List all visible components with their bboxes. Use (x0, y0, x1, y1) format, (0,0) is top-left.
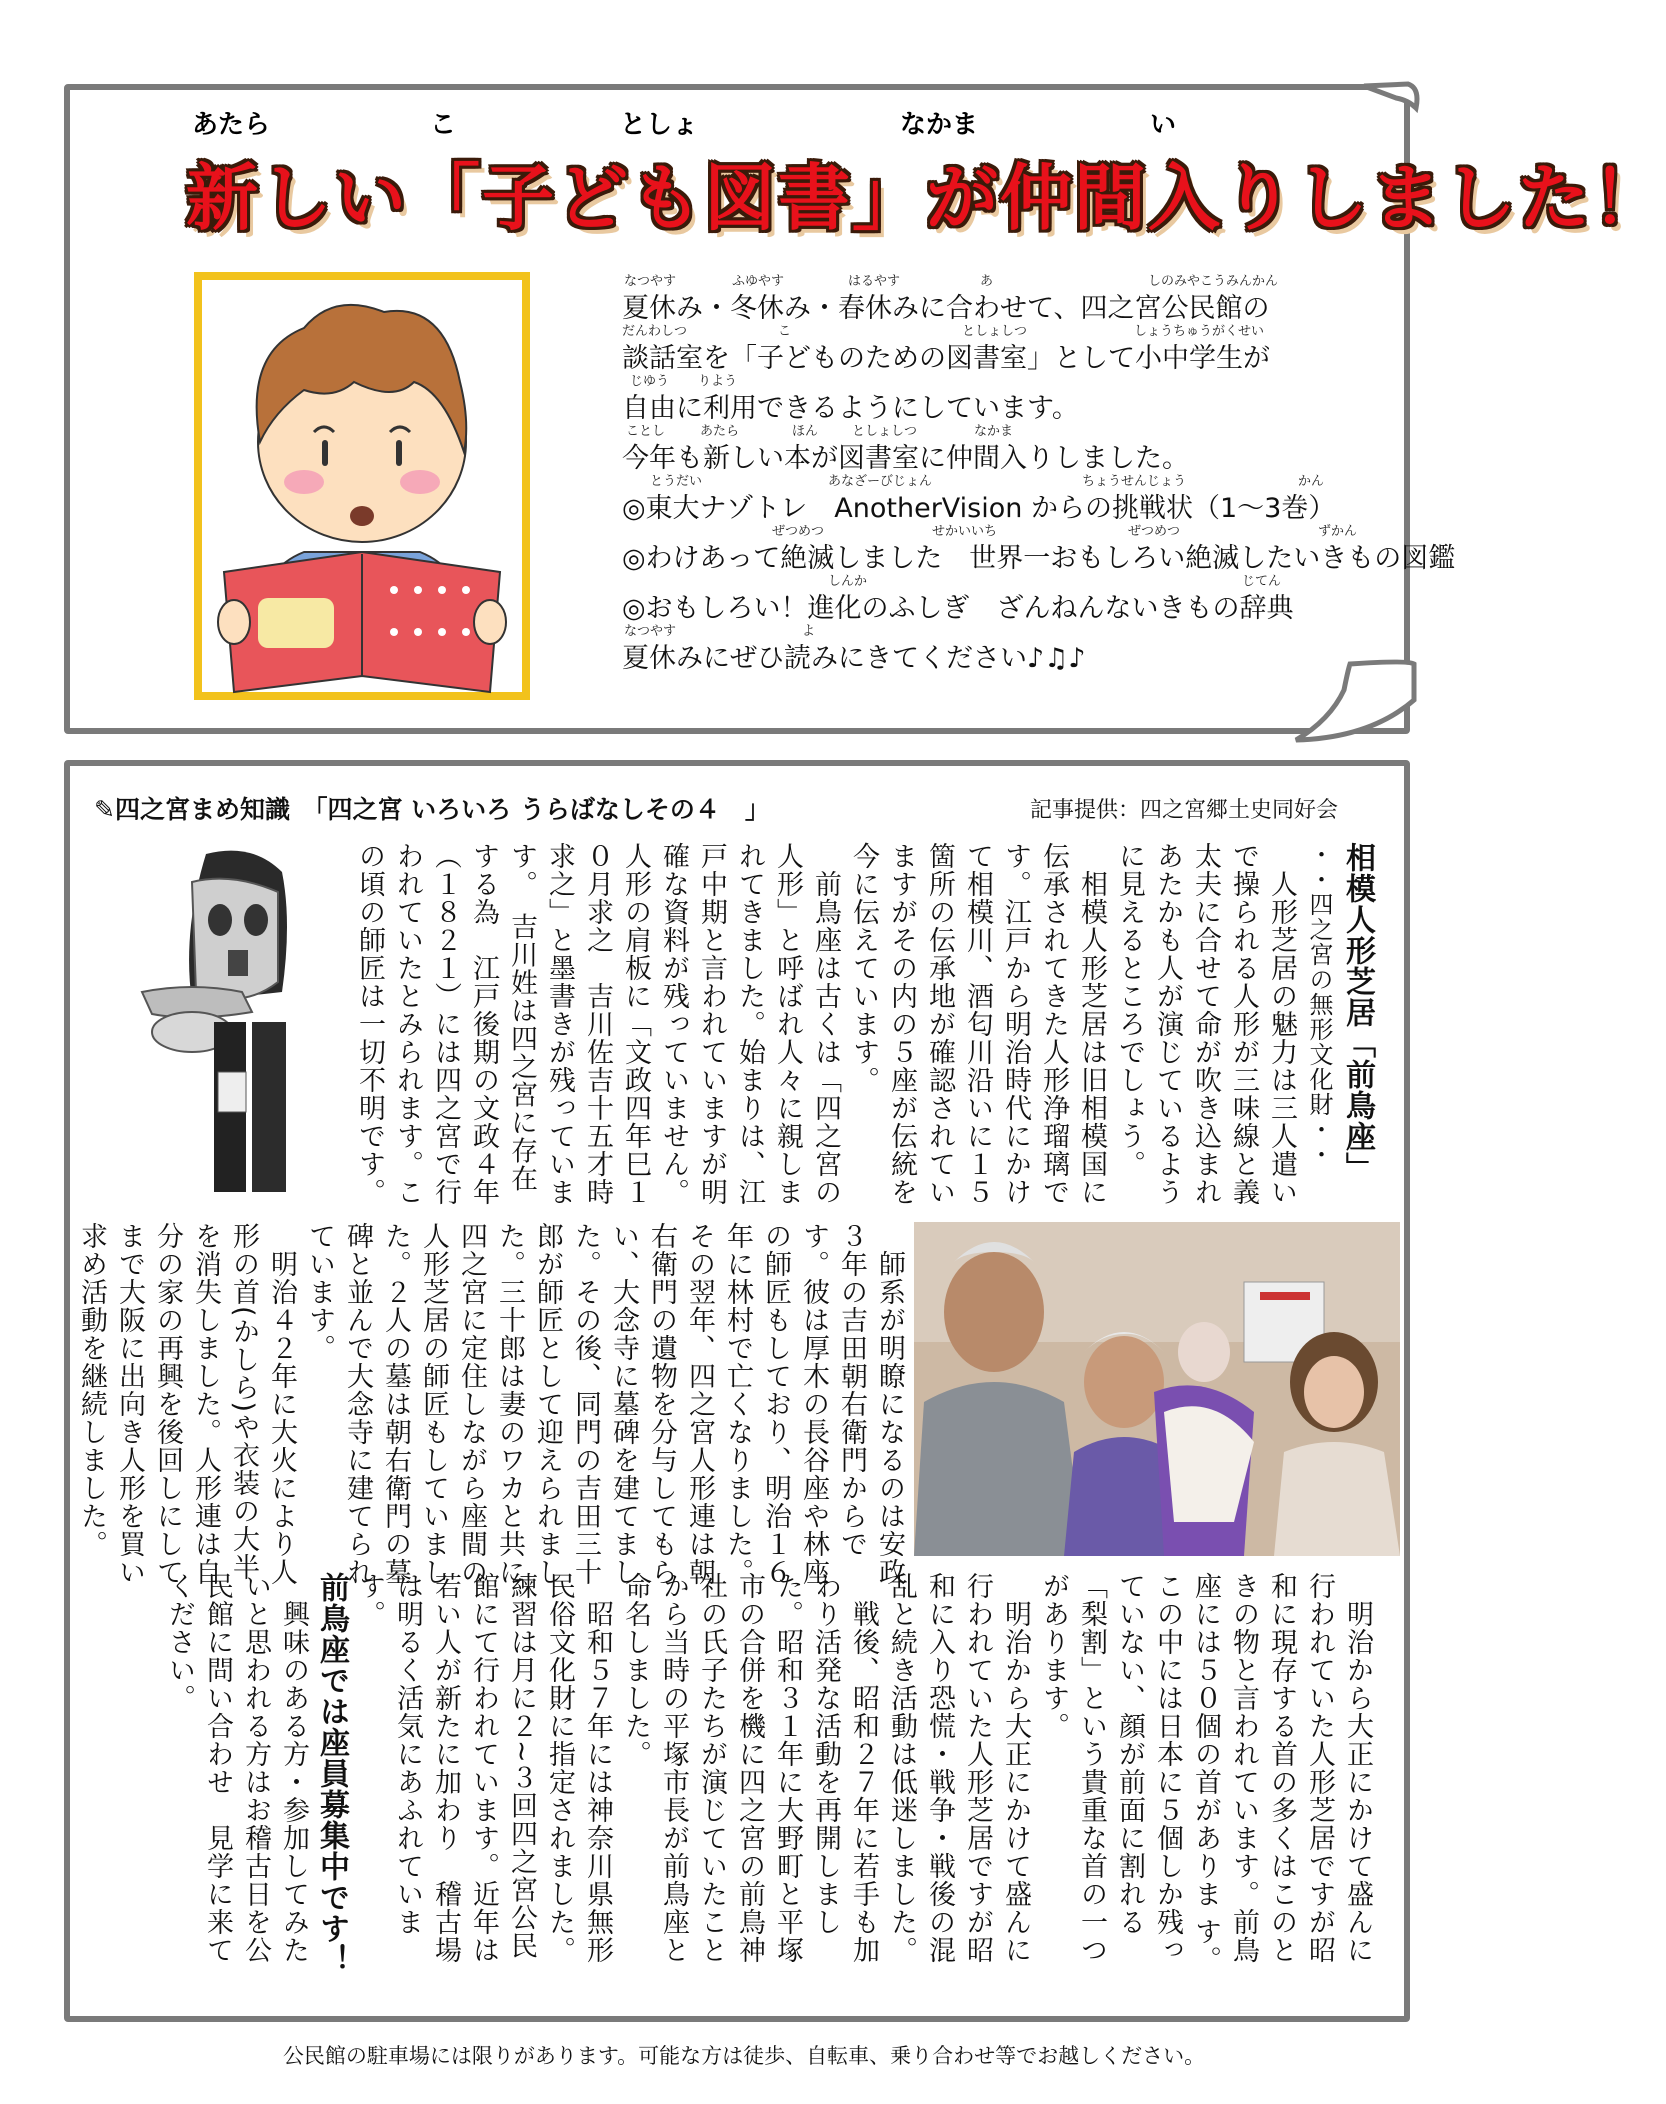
title-furigana (180, 104, 1330, 140)
intro-line-text: 自由に利用できるようにしています。 (622, 393, 1079, 424)
ruby-text: かん (1298, 474, 1325, 489)
ruby-text: しょうちゅうがくせい (1134, 324, 1265, 339)
ruby-text: だんわしつ (622, 324, 688, 339)
intro-line (622, 420, 1392, 474)
ruby-text: ぜつめつ (1128, 524, 1181, 539)
ruby-text: あたら (700, 424, 740, 439)
recruit-heading: 前鳥座では座員募集中です！ (314, 1572, 349, 1975)
ruby-text: よ (802, 624, 816, 639)
article-credit: 記事提供：四之宮郷土史同好会 (1030, 798, 1339, 823)
puppet-head-photo (132, 842, 332, 1192)
section-title: ✎四之宮まめ知識 「四之宮 いろいろ うらばなしその４ 」 (94, 795, 770, 824)
ruby-text: じてん (1242, 574, 1282, 589)
intro-line (622, 270, 1392, 324)
intro-line-text: ◎わけあって絶滅しました 世界一おもしろい絶滅したいきもの図鑑 (622, 543, 1456, 574)
article-paragraph: 戦後、昭和２７年に若手も加わり活発な活動を再開しました。昭和３１年に大野町と平塚市の合併を機に四之宮の前鳥神社の氏子たちが演じていたことから当時の平塚市長が前鳥座と命名しました。 (620, 1572, 879, 1964)
intro-line-text: ◎東大ナゾトレ AnotherVision からの挑戦状（1～3巻） (622, 493, 1336, 524)
ruby-text: なつやす (624, 274, 677, 289)
intro-line (622, 320, 1392, 374)
ruby-text: とうだい (650, 474, 703, 489)
page-curl-decoration (1362, 78, 1422, 118)
footer-note: 公民館の駐車場には限りがあります。可能な方は徒歩、自転車、乗り合わせ等でお越しください。 (282, 2044, 1206, 2068)
article-column-2 (76, 1222, 908, 1598)
article-paragraph: 師系が明瞭になるのは安政３年の吉田朝右衛門からです。彼は厚木の長谷座や林座の師匠もしており、明治１６年に林村で亡くなりました。その翌年、四之宮人形連は朝右衛門の遺物を分与してもらい、大念寺に墓碑を建てました。その後、同門の吉田三十郎が師匠として迎えられました。三十郎は妻のワカと共に四之宮に定住しながら座間の人形芝居の師匠もしていました。２人の墓は朝右衛門の墓碑と並んで大念寺に建てられています。 (304, 1222, 905, 1586)
ruby-text: なつやす (624, 624, 677, 639)
intro-line-text: 今年も新しい本が図書室に仲間入りしました。 (622, 443, 1189, 474)
ruby-text: あたら (192, 110, 271, 140)
ruby-text: ことし (626, 424, 666, 439)
ruby-text: あ (980, 274, 994, 289)
ruby-text: こ (778, 324, 792, 339)
intro-line-text: 夏休み・冬休み・春休みに合わせて、四之宮公民館の (622, 293, 1270, 324)
article-paragraph: 人形芝居の魅力は三人遣いで操られる人形が三味線と義太夫に合せて命が吹き込まれあたかも人が演じているように見えるところでしょう。 (1114, 842, 1297, 1206)
intro-line (622, 370, 1392, 424)
ruby-text: こ (430, 110, 457, 140)
ruby-text: りよう (698, 374, 738, 389)
intro-line (622, 520, 1456, 574)
article-paragraph: 前鳥座は古くは「四之宮の人形」と呼ばれ人々に親しまれてきました。始まりは、江戸中期と言われていますが明確な資料が残っていません。人形の肩板に「文政四年巳１０月求之 吉川佐吉十五才時求之」と墨書きが残っています。 吉川姓は四之宮に存在する為 江戸後期の文政４年（１８２１）には四之宮で行われていたとみられます。この頃の師匠は一切不明です。 (354, 842, 841, 1206)
boy-reading-illustration (194, 272, 530, 700)
intro-line-text: 談話室を「子どものための図書室」として小中学生が (622, 343, 1270, 374)
article-paragraph: 昭和５７年には神奈川県無形民俗文化財に指定されました。練習は月に２~３回四之宮公民館にて行われています。近年は若い人が新たに加わり 稽古場は明るく活気にあふれています。 (354, 1572, 613, 1964)
ruby-text: しのみやこうみんかん (1148, 274, 1279, 289)
ruby-text: なかま (900, 110, 979, 140)
recruit-text: 興味のある方・参加してみたいと思われる方はお稽古日を公民館に問い合わせ 見学に来てください。 (164, 1572, 309, 1964)
ruby-text: ほん (792, 424, 819, 439)
ruby-text: い (1150, 110, 1177, 140)
intro-line (622, 470, 1392, 524)
article-heading: 相模人形芝居「前鳥座」 (1340, 842, 1375, 1183)
ruby-text: なかま (974, 424, 1014, 439)
ruby-text: としょしつ (962, 324, 1028, 339)
ruby-text: ぜつめつ (772, 524, 825, 539)
ruby-text: しんか (828, 574, 868, 589)
intro-text (622, 270, 1456, 674)
intro-line-text: ◎おもしろい！進化のふしぎ ざんねんないきもの辞典 (622, 593, 1294, 624)
ruby-text: あなざーびじょん (828, 474, 933, 489)
ruby-text: ちょうせんじょう (1082, 474, 1187, 489)
ruby-text: じゆう (630, 374, 670, 389)
puppet-performers-photo (914, 1222, 1400, 1556)
article-paragraph: 明治から大正にかけて盛んに行われていた人形芝居ですが昭和に現存する首の多くはこのときの物と言われています。前鳥座には５０個の首がありま す。この中には日本に５個しか残っていない、顔が前面に割れる「梨割」という貴重な首の一つがあります。 (1038, 1572, 1373, 1974)
article-paragraph: 明治４２年に大火により人形の首(かしら)や衣装の大半を消失しました。人形連は自分の家の再興を後回しにしてまで大阪に出向き人形を買い求め活動を継続しました。 (76, 1222, 297, 1586)
article-column-3 (164, 1572, 1376, 1982)
article-subheading: ・・四之宮の無形文化財・・ (1305, 842, 1333, 1167)
article-paragraph: 明治から大正にかけて盛んに行われていた人形芝居ですが昭和に入り恐慌・戦争・戦後の混乱と続き活動は低迷しました。 (886, 1572, 1031, 1964)
ruby-text: としょしつ (852, 424, 918, 439)
ruby-text: ずかん (1318, 524, 1358, 539)
ruby-text: としょ (620, 110, 699, 140)
article-paragraph: 相模人形芝居は旧相模国に伝承されてきた人形浄瑠璃です。江戸から明治時代にかけて相模川、酒匂川沿いに１５箇所の伝承地が確認されていますがその内の５座が伝統を今に伝えています。 (848, 842, 1107, 1206)
intro-line-text: 夏休みにぜひ読みにきてください♪♫♪ (622, 643, 1086, 674)
ruby-text: せかいいち (932, 524, 998, 539)
ruby-text: ふゆやす (732, 274, 785, 289)
page-curl-decoration (1290, 660, 1418, 742)
ruby-text: はるやす (848, 274, 901, 289)
article-column-1 (340, 842, 1376, 1218)
intro-line (622, 570, 1392, 624)
page-title: 新しい「子ども図書」が仲間入りしました！ (186, 156, 1666, 240)
intro-line (622, 620, 1392, 674)
